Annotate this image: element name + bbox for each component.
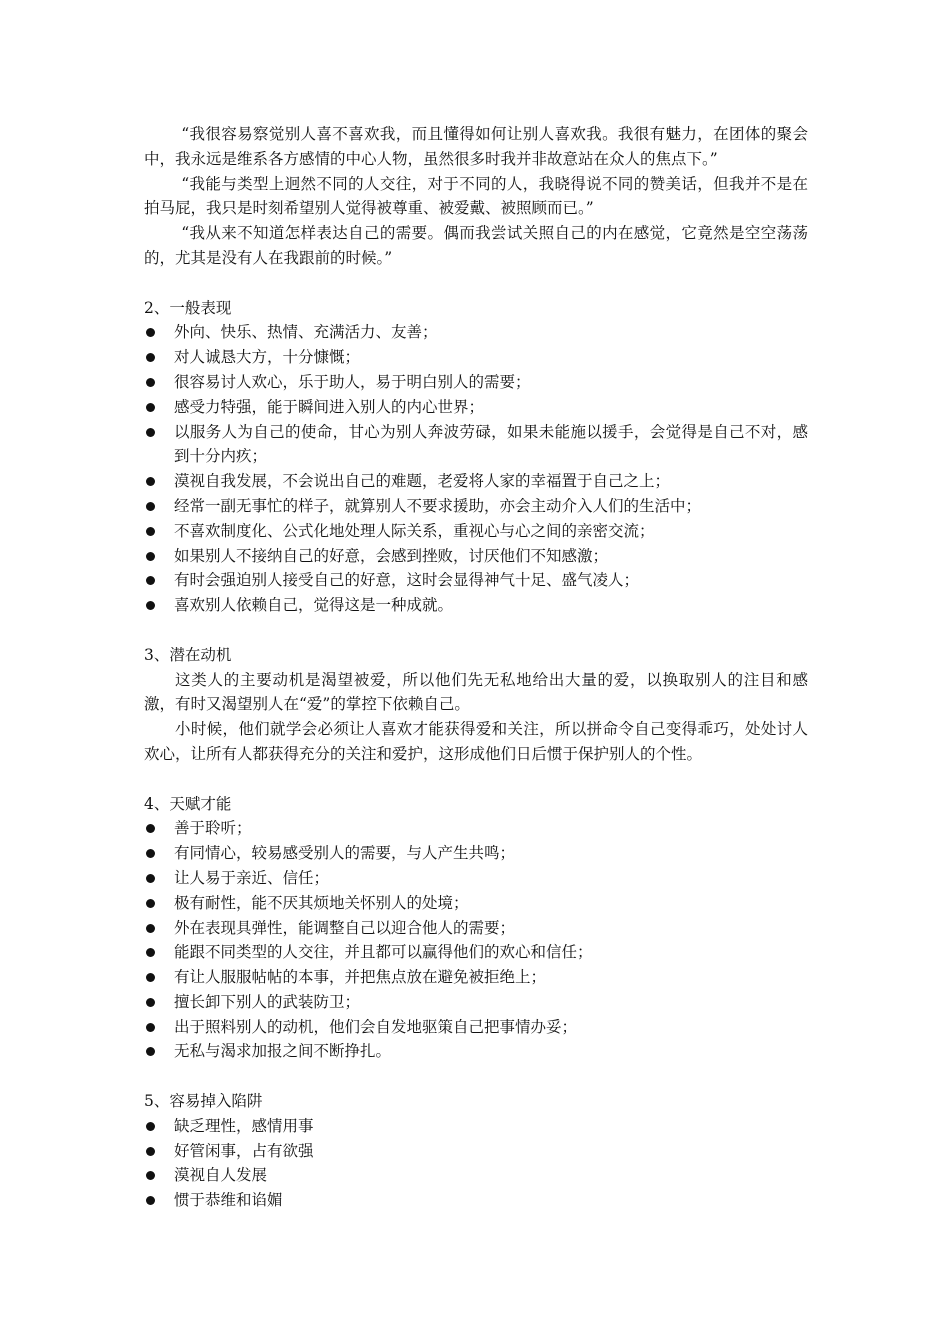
bullet-icon [146, 328, 155, 337]
list-item: 擅长卸下别人的武装防卫； [144, 990, 808, 1015]
list-item: 有时会强迫别人接受自己的好意，这时会显得神气十足、盛气凌人； [144, 568, 808, 593]
list-item: 缺乏理性，感情用事 [144, 1114, 808, 1139]
list-item: 不喜欢制度化、公式化地处理人际关系，重视心与心之间的亲密交流； [144, 519, 808, 544]
bullet-icon [146, 1147, 155, 1156]
list-item: 漠视自我发展，不会说出自己的难题，老爱将人家的幸福置于自己之上； [144, 469, 808, 494]
spacer [144, 618, 808, 643]
bullet-icon [146, 353, 155, 362]
list-item: 很容易讨人欢心，乐于助人，易于明白别人的需要； [144, 370, 808, 395]
bullet-icon [146, 874, 155, 883]
bullet-icon [146, 601, 155, 610]
section-heading-general: 2、一般表现 [144, 298, 232, 317]
section-heading-traps: 5、容易掉入陷阱 [144, 1092, 263, 1111]
bullet-icon [146, 502, 155, 511]
bullet-icon [146, 849, 155, 858]
bullet-icon [146, 924, 155, 933]
list-item: 对人诚恳大方，十分慷慨； [144, 345, 808, 370]
bullet-icon [146, 1047, 155, 1056]
list-item: 喜欢别人依赖自己，觉得这是一种成就。 [144, 593, 808, 618]
list-item: 善于聆听； [144, 816, 808, 841]
bullet-icon [146, 576, 155, 585]
document-page [144, 122, 808, 1213]
quote-paragraph: “我能与类型上迥然不同的人交往，对于不同的人，我晓得说不同的赞美话，但我并不是在拍马屁，我只是时刻希望别人觉得被尊重、被爱戴、被照顾而已。” [144, 174, 808, 218]
list-item: 有同情心，较易感受别人的需要，与人产生共鸣； [144, 841, 808, 866]
body-paragraph: 小时候，他们就学会必须让人喜欢才能获得爱和关注，所以拼命令自己变得乖巧，处处讨人欢心，让所有人都获得充分的关注和爱护，这形成他们日后惯于保护别人的个性。 [144, 720, 808, 763]
traps-list [144, 1114, 808, 1213]
quote-paragraph: “我从来不知道怎样表达自己的需要。偶而我尝试关照自己的内在感觉，它竟然是空空荡荡的，尤其是没有人在我跟前的时候。” [144, 224, 808, 267]
bullet-icon [146, 428, 155, 437]
talents-list [144, 816, 808, 1064]
list-item: 外在表现具弹性，能调整自己以迎合他人的需要； [144, 916, 808, 941]
bullet-icon [146, 824, 155, 833]
spacer [144, 271, 808, 296]
list-item: 出于照料别人的动机，他们会自发地驱策自己把事情办妥； [144, 1015, 808, 1040]
quote-paragraph: “我很容易察觉别人喜不喜欢我，而且懂得如何让别人喜欢我。我很有魅力，在团体的聚会中，我永远是维系各方感情的中心人物，虽然很多时我并非故意站在众人的焦点下。” [144, 125, 808, 168]
general-list [144, 320, 808, 618]
list-item: 惯于恭维和谄媚 [144, 1188, 808, 1213]
bullet-icon [146, 477, 155, 486]
list-item: 好管闲事，占有欲强 [144, 1139, 808, 1164]
spacer [144, 767, 808, 792]
body-paragraph: 这类人的主要动机是渴望被爱，所以他们先无私地给出大量的爱，以换取别人的注目和感激，有时又渴望别人在“爱”的掌控下依赖自己。 [144, 670, 808, 714]
list-item: 以服务人为自己的使命，甘心为别人奔波劳碌，如果未能施以援手，会觉得是自己不对，感到十分内疚； [144, 420, 808, 470]
bullet-icon [146, 378, 155, 387]
list-item: 如果别人不接纳自己的好意，会感到挫败，讨厌他们不知感激； [144, 544, 808, 569]
list-item: 让人易于亲近、信任； [144, 866, 808, 891]
bullet-icon [146, 1171, 155, 1180]
list-item: 外向、快乐、热情、充满活力、友善； [144, 320, 808, 345]
bullet-icon [146, 1023, 155, 1032]
bullet-icon [146, 552, 155, 561]
list-item: 极有耐性，能不厌其烦地关怀别人的处境； [144, 891, 808, 916]
spacer [144, 1064, 808, 1089]
bullet-icon [146, 527, 155, 536]
section-heading-motivation: 3、潜在动机 [144, 645, 232, 664]
bullet-icon [146, 899, 155, 908]
bullet-icon [146, 1196, 155, 1205]
section-heading-talents: 4、天赋才能 [144, 794, 232, 813]
bullet-icon [146, 998, 155, 1007]
list-item: 感受力特强，能于瞬间进入别人的内心世界； [144, 395, 808, 420]
bullet-icon [146, 1122, 155, 1131]
bullet-icon [146, 973, 155, 982]
list-item: 能跟不同类型的人交往，并且都可以赢得他们的欢心和信任； [144, 940, 808, 965]
bullet-icon [146, 948, 155, 957]
bullet-icon [146, 403, 155, 412]
list-item: 漠视自人发展 [144, 1163, 808, 1188]
list-item: 无私与渴求加报之间不断挣扎。 [144, 1039, 808, 1064]
list-item: 经常一副无事忙的样子，就算别人不要求援助，亦会主动介入人们的生活中； [144, 494, 808, 519]
list-item: 有让人服服帖帖的本事，并把焦点放在避免被拒绝上； [144, 965, 808, 990]
